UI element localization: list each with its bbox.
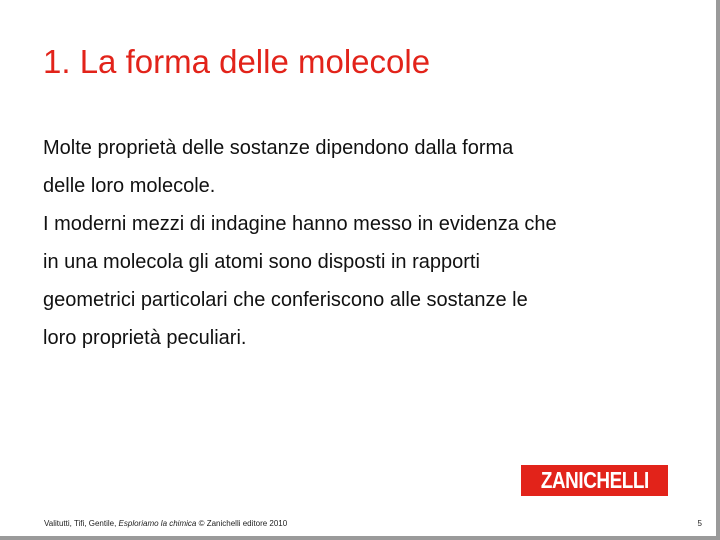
page-number: 5 bbox=[697, 519, 702, 528]
footer-credits bbox=[44, 519, 287, 528]
body-line: in una molecola gli atomi sono disposti in rapporti bbox=[43, 251, 480, 273]
body-line: geometrici particolari che conferiscono alle sostanze le bbox=[43, 289, 528, 311]
body-line: loro proprietà peculiari. bbox=[43, 327, 247, 349]
logo-text: ZANICHELLI bbox=[540, 467, 649, 493]
footer-book-title: Esploriamo la chimica bbox=[118, 519, 197, 528]
slide-title: 1. La forma delle molecole bbox=[43, 43, 431, 80]
body-line: I moderni mezzi di indagine hanno messo in evidenza che bbox=[43, 213, 557, 235]
slide-body bbox=[43, 129, 683, 357]
zanichelli-logo bbox=[521, 465, 668, 496]
footer-authors: Valitutti, Tifi, Gentile, bbox=[44, 519, 119, 528]
body-line: delle loro molecole. bbox=[43, 175, 216, 197]
body-line: Molte proprietà delle sostanze dipendono dalla forma bbox=[43, 137, 514, 159]
footer-rights: © Zanichelli editore 2010 bbox=[196, 519, 288, 528]
